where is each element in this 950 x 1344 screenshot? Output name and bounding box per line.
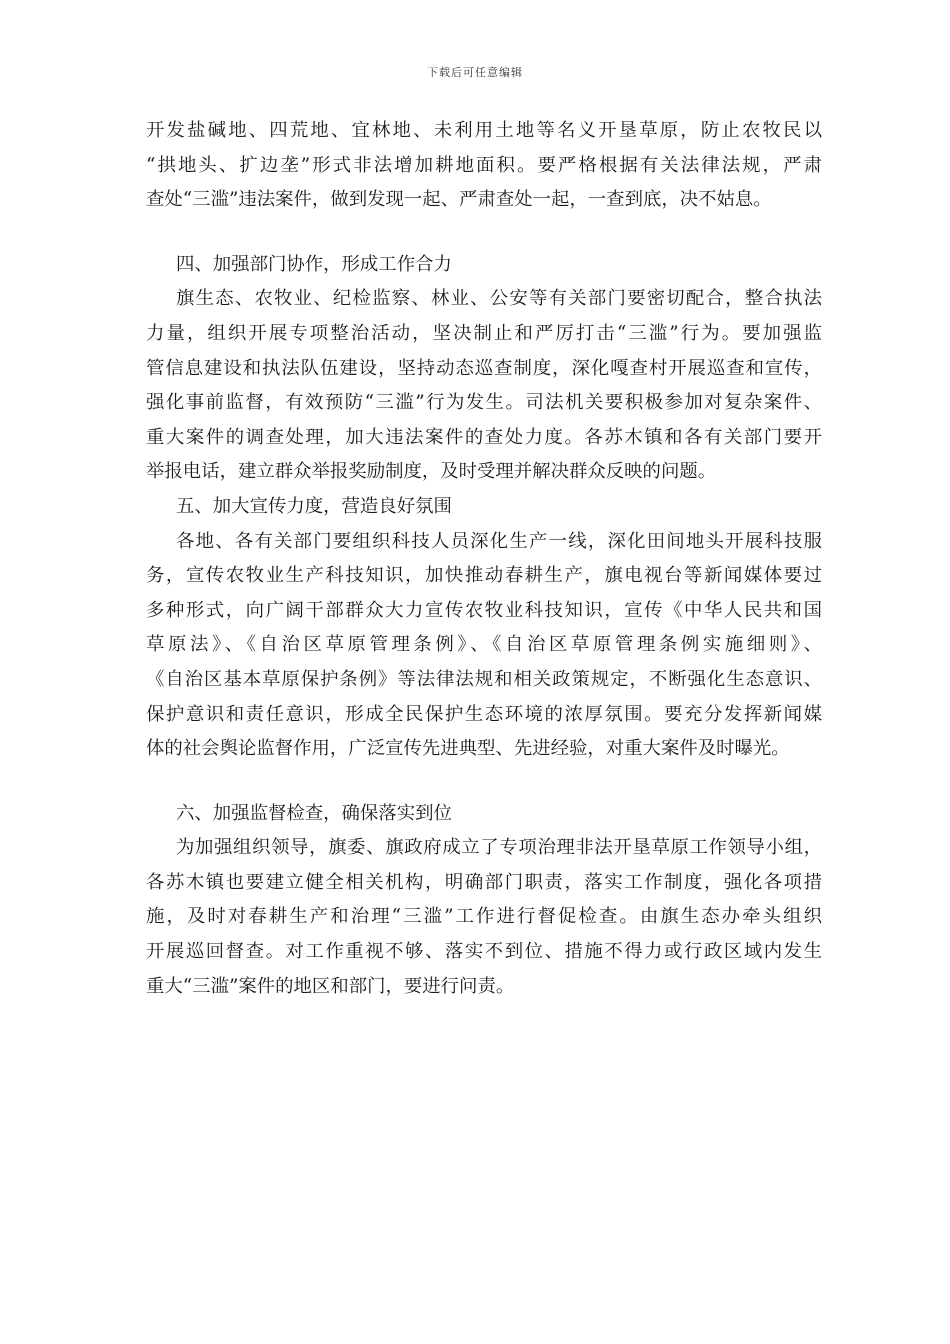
text-line: 各地、各有关部门要组织科技人员深化生产一线，深化田间地头开展科技服 <box>176 530 822 552</box>
text-line: 体的社会舆论监督作用，广泛宣传先进典型、先进经验，对重大案件及时曝光。 <box>146 738 790 760</box>
document-body <box>146 114 822 1004</box>
text-line: 各苏木镇也要建立健全相关机构，明确部门职责，落实工作制度，强化各项措 <box>146 871 822 893</box>
text-line: 重大案件的调查处理，加大违法案件的查处力度。各苏木镇和各有关部门要开 <box>146 426 822 448</box>
text-line: 旗生态、农牧业、纪检监察、林业、公安等有关部门要密切配合，整合执法 <box>176 288 822 310</box>
text-line: 管信息建设和执法队伍建设，坚持动态巡查制度，深化嘎查村开展巡查和宣传， <box>146 357 822 379</box>
section-heading: 四、加强部门协作，形成工作合力 <box>176 253 452 275</box>
text-line: 多种形式，向广阔干部群众大力宣传农牧业科技知识，宣传《中华人民共和国 <box>146 599 822 621</box>
paragraph <box>146 525 822 767</box>
text-line: 《自治区基本草原保护条例》等法律法规和相关政策规定，不断强化生态意识、 <box>146 668 822 690</box>
paragraph-spacer <box>146 767 822 797</box>
paragraph <box>146 282 822 490</box>
section-heading: 六、加强监督检查，确保落实到位 <box>176 802 452 824</box>
paragraph <box>146 831 822 1004</box>
text-line: 为加强组织领导，旗委、旗政府成立了专项治理非法开垦草原工作领导小组， <box>176 837 822 859</box>
text-line: 重大“三滥”案件的地区和部门，要进行问责。 <box>146 975 515 997</box>
text-line: 力量，组织开展专项整治活动，坚决制止和严厉打击“三滥”行为。要加强监 <box>146 322 822 344</box>
paragraph-spacer <box>146 218 822 248</box>
page-header: 下载后可任意编辑 <box>427 66 523 79</box>
text-line: 开展巡回督查。对工作重视不够、落实不到位、措施不得力或行政区域内发生 <box>146 941 822 963</box>
paragraph-continued <box>146 114 822 218</box>
text-line: 查处“三滥”违法案件，做到发现一起、严肃查处一起，一查到底，决不姑息。 <box>146 189 772 211</box>
text-line: 举报电话，建立群众举报奖励制度，及时受理并解决群众反映的问题。 <box>146 461 717 483</box>
text-line: 强化事前监督，有效预防“三滥”行为发生。司法机关要积极参加对复杂案件、 <box>146 392 822 414</box>
section-heading: 五、加大宣传力度，营造良好氛围 <box>176 495 452 517</box>
text-line: 保护意识和责任意识，形成全民保护生态环境的浓厚氛围。要充分发挥新闻媒 <box>146 703 822 725</box>
text-line: 开发盐碱地、四荒地、宜林地、未利用土地等名义开垦草原，防止农牧民以 <box>146 120 822 141</box>
text-line: “拱地头、扩边垄”形式非法增加耕地面积。要严格根据有关法律法规，严肃 <box>146 154 822 176</box>
text-line: 务，宣传农牧业生产科技知识，加快推动春耕生产，旗电视台等新闻媒体要过 <box>146 565 822 587</box>
text-line: 施，及时对春耕生产和治理“三滥”工作进行督促检查。由旗生态办牵头组织 <box>146 906 822 928</box>
text-line: 草原法》、《自治区草原管理条例》、《自治区草原管理条例实施细则》、 <box>146 634 822 656</box>
